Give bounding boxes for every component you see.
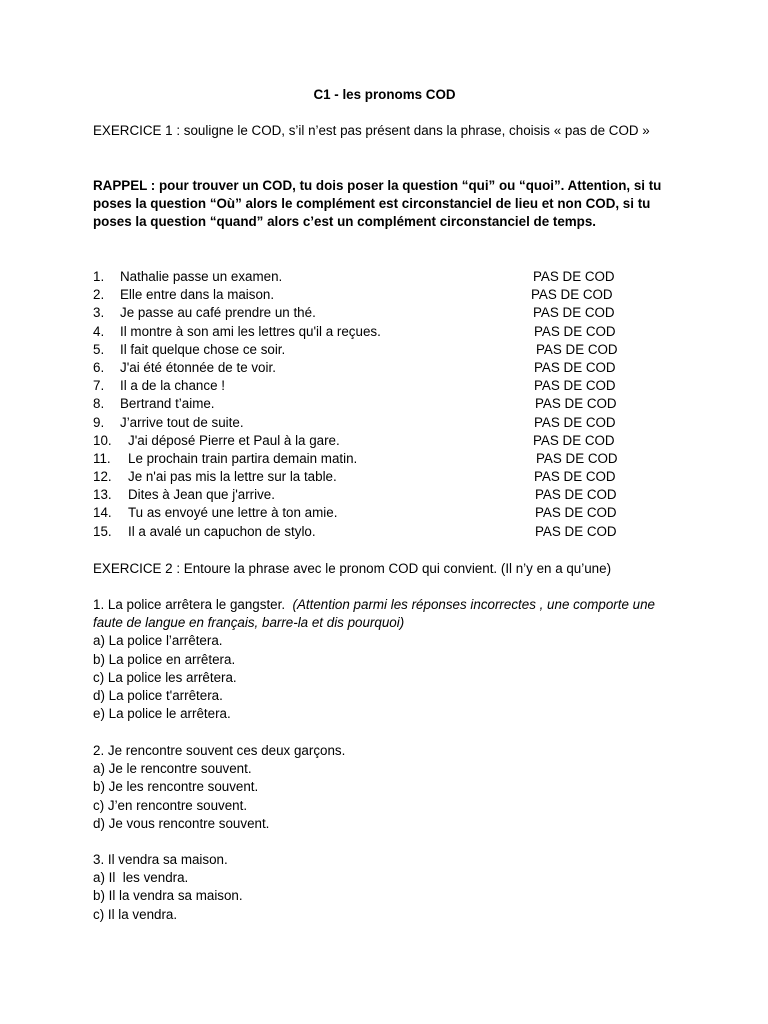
pas-de-cod-option: PAS DE COD bbox=[534, 469, 616, 485]
pas-de-cod-option: PAS DE COD bbox=[535, 505, 617, 521]
rappel-note: RAPPEL : pour trouver un COD, tu dois poser la question “qui” ou “quoi”. Attention, si tu poses la question “Où” alors le complément est circonstanciel de lieu et non COD, si tu poses la question “quand” alors c’est un complément circonstanciel de temps. bbox=[93, 178, 662, 230]
answer-option: b) Je les rencontre souvent. bbox=[93, 779, 259, 795]
question-1-note: (Attention parmi les réponses incorrectes , une comporte une faute de langue en français, barre-la et dis pourquoi) bbox=[93, 597, 655, 631]
pas-de-cod-option: PAS DE COD bbox=[535, 396, 617, 412]
list-item bbox=[93, 304, 693, 322]
list-item bbox=[93, 377, 693, 395]
list-item bbox=[93, 486, 693, 504]
exercise1-list bbox=[93, 268, 693, 541]
item-sentence: Je passe au café prendre un thé. bbox=[120, 305, 316, 321]
answer-option: b) La police en arrêtera. bbox=[93, 651, 236, 667]
question-1-sentence: 1. La police arrêtera le gangster. bbox=[93, 597, 286, 612]
question-1-prompt bbox=[93, 596, 673, 632]
pas-de-cod-option: PAS DE COD bbox=[533, 305, 615, 321]
list-item bbox=[93, 359, 693, 377]
page-title: C1 - les pronoms COD bbox=[313, 87, 456, 102]
item-sentence: Il montre à son ami les lettres qu'il a reçues. bbox=[120, 323, 381, 339]
answer-option: c) La police les arrêtera. bbox=[93, 669, 237, 685]
item-number: 6. bbox=[93, 359, 105, 375]
exercise2-instruction: EXERCICE 2 : Entoure la phrase avec le pronom COD qui convient. (Il n’y en a qu’une) bbox=[93, 561, 612, 576]
item-number: 9. bbox=[93, 414, 105, 430]
question-2-sentence: 2. Je rencontre souvent ces deux garçons. bbox=[93, 743, 346, 758]
item-number: 14. bbox=[93, 505, 112, 521]
item-sentence: Bertrand t’aime. bbox=[120, 396, 215, 412]
list-item bbox=[93, 323, 693, 341]
list-item bbox=[93, 341, 693, 359]
item-number: 12. bbox=[93, 469, 112, 485]
list-item bbox=[93, 395, 693, 413]
item-number: 13. bbox=[93, 487, 112, 503]
item-sentence: J'ai été étonnée de te voir. bbox=[120, 359, 276, 375]
exercise1-instruction: EXERCICE 1 : souligne le COD, s’il n’est pas présent dans la phrase, choisis « pas de COD » bbox=[93, 123, 650, 138]
pas-de-cod-option: PAS DE COD bbox=[531, 287, 613, 303]
item-sentence: Tu as envoyé une lettre à ton amie. bbox=[128, 505, 338, 521]
item-number: 8. bbox=[93, 396, 105, 412]
question-3 bbox=[93, 851, 673, 924]
pas-de-cod-option: PAS DE COD bbox=[533, 432, 615, 448]
item-number: 15. bbox=[93, 523, 112, 539]
question-1 bbox=[93, 596, 673, 723]
item-number: 1. bbox=[93, 269, 105, 284]
pas-de-cod-option: PAS DE COD bbox=[533, 269, 615, 284]
answer-option: b) Il la vendra sa maison. bbox=[93, 888, 243, 904]
item-sentence: Il a avalé un capuchon de stylo. bbox=[128, 523, 316, 539]
item-sentence: J'ai déposé Pierre et Paul à la gare. bbox=[128, 432, 340, 448]
item-sentence: Il a de la chance ! bbox=[120, 378, 225, 394]
pas-de-cod-option: PAS DE COD bbox=[534, 414, 616, 430]
item-sentence: Dites à Jean que j'arrive. bbox=[128, 487, 275, 503]
list-item bbox=[93, 286, 693, 304]
question-3-sentence: 3. Il vendra sa maison. bbox=[93, 852, 228, 867]
pas-de-cod-option: PAS DE COD bbox=[535, 487, 617, 503]
list-item bbox=[93, 414, 693, 432]
list-item bbox=[93, 468, 693, 486]
item-number: 7. bbox=[93, 378, 105, 394]
answer-option: c) Il la vendra. bbox=[93, 906, 178, 922]
item-number: 2. bbox=[93, 287, 105, 303]
item-number: 3. bbox=[93, 305, 105, 321]
pas-de-cod-option: PAS DE COD bbox=[536, 450, 618, 466]
item-number: 5. bbox=[93, 341, 105, 357]
list-item bbox=[93, 268, 693, 286]
answer-option: a) Je le rencontre souvent. bbox=[93, 761, 252, 777]
answer-option: a) Il les vendra. bbox=[93, 870, 189, 886]
item-sentence: Elle entre dans la maison. bbox=[120, 287, 275, 303]
item-sentence: J’arrive tout de suite. bbox=[120, 414, 244, 430]
pas-de-cod-option: PAS DE COD bbox=[534, 378, 616, 394]
question-2 bbox=[93, 742, 673, 833]
list-item bbox=[93, 450, 693, 468]
answer-option: d) Je vous rencontre souvent. bbox=[93, 815, 270, 831]
list-item bbox=[93, 523, 693, 541]
list-item bbox=[93, 504, 693, 522]
item-sentence: Je n'ai pas mis la lettre sur la table. bbox=[128, 469, 337, 485]
pas-de-cod-option: PAS DE COD bbox=[534, 359, 616, 375]
list-item bbox=[93, 432, 693, 450]
item-number: 10. bbox=[93, 432, 112, 448]
answer-option: e) La police le arrêtera. bbox=[93, 706, 231, 722]
pas-de-cod-option: PAS DE COD bbox=[536, 341, 618, 357]
answer-option: a) La police l’arrêtera. bbox=[93, 633, 223, 649]
item-number: 4. bbox=[93, 323, 105, 339]
item-sentence: Nathalie passe un examen. bbox=[120, 269, 283, 284]
item-sentence: Le prochain train partira demain matin. bbox=[128, 450, 358, 466]
item-sentence: Il fait quelque chose ce soir. bbox=[120, 341, 286, 357]
pas-de-cod-option: PAS DE COD bbox=[534, 323, 616, 339]
item-number: 11. bbox=[93, 450, 111, 466]
pas-de-cod-option: PAS DE COD bbox=[535, 523, 617, 539]
answer-option: d) La police t'arrêtera. bbox=[93, 688, 223, 704]
answer-option: c) J’en rencontre souvent. bbox=[93, 797, 248, 813]
